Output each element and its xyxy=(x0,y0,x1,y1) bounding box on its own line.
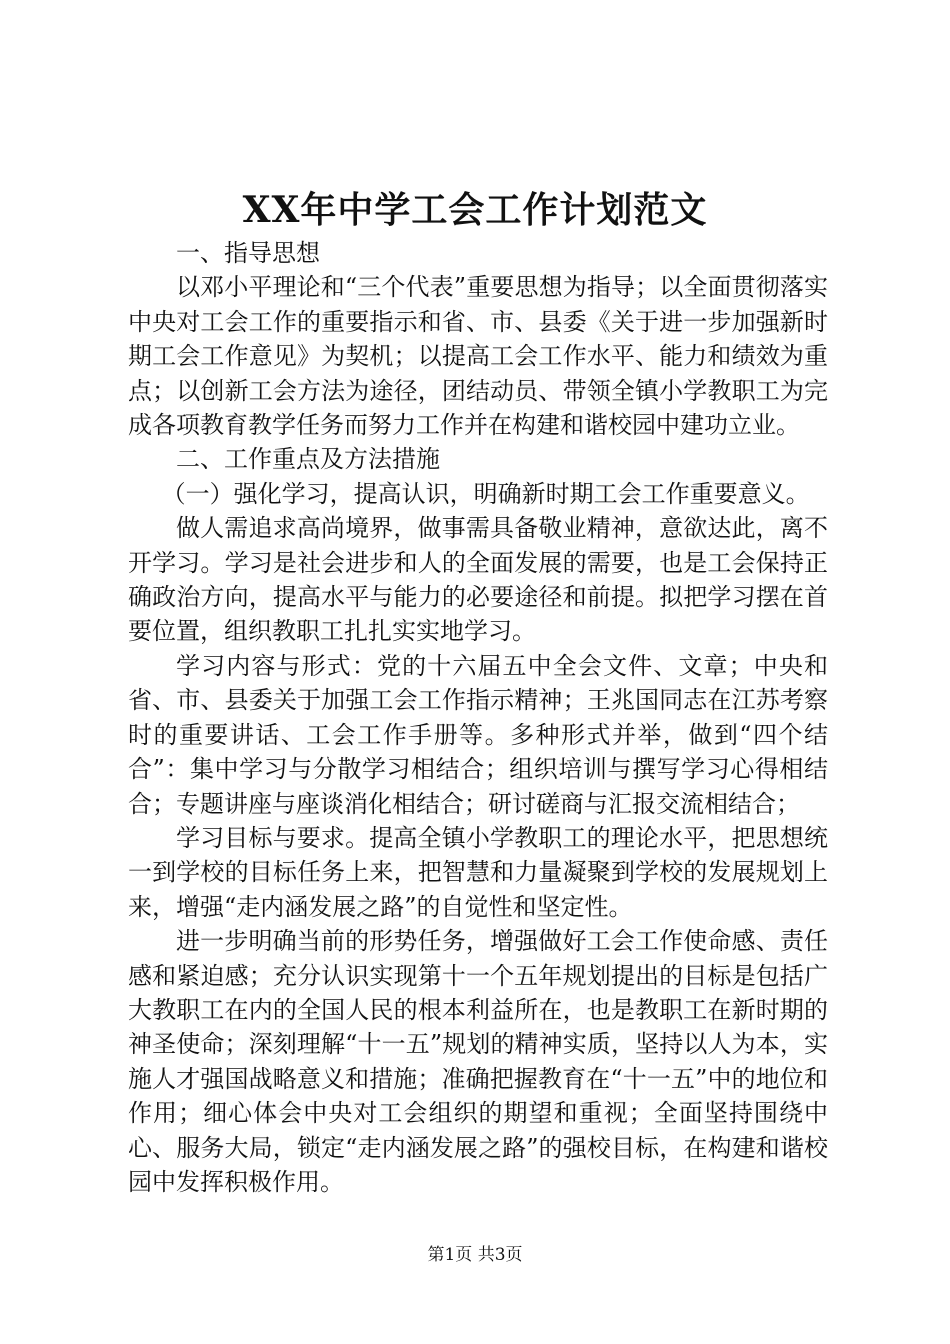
page-number-footer: 第1页 共3页 xyxy=(427,1245,523,1265)
section-heading-work-focus: 二、工作重点及方法措施 xyxy=(176,445,440,474)
paragraph-situation-tasks: 进一步明确当前的形势任务，增强做好工会工作使命感、责任感和紧迫感；充分认识实现第十一个五年规划提出的目标是包括广大教职工在内的全国人民的根本利益所在，也是教职工在新时期的神圣使命；深刻理解“十一五”规划的精神实质，坚持以人为本，实施人才强国战略意义和措施；准确把握教育在“十一五”中的地位和作用；细心体会中央对工会组织的期望和重视；全面坚持围绕中心、服务大局，锁定“走内涵发展之路”的强校目标，在构建和谐校园中发挥积极作用。 xyxy=(128,927,828,1196)
paragraph-study-importance: 做人需追求高尚境界，做事需具备敬业精神，意欲达此，离不开学习。学习是社会进步和人的全面发展的需要，也是工会保持正确政治方向，提高水平与能力的必要途径和前提。拟把学习摆在首要位置，组织教职工扎扎实实地学习。 xyxy=(128,514,828,646)
paragraph-study-goals: 学习目标与要求。提高全镇小学教职工的理论水平，把思想统一到学校的目标任务上来，把智慧和力量凝聚到学校的发展规划上来，增强“走内涵发展之路”的自觉性和坚定性。 xyxy=(128,823,828,921)
paragraph-guiding-ideology: 以邓小平理论和“三个代表”重要思想为指导；以全面贯彻落实中央对工会工作的重要指示和省、市、县委《关于进一步加强新时期工会工作意见》为契机；以提高工会工作水平、能力和绩效为重点；以创新工会方法为途径，团结动员、带领全镇小学教职工为完成各项教育教学任务而努力工作并在构建和谐校园中建功立业。 xyxy=(128,273,828,440)
section-heading-guiding-ideology: 一、指导思想 xyxy=(176,239,320,267)
document-title: XX年中学工会工作计划范文 xyxy=(242,189,708,231)
subsection-heading-strengthen-study: （一）强化学习，提高认识，明确新时期工会工作重要意义。 xyxy=(161,479,810,508)
document-body xyxy=(128,236,828,1199)
paragraph-study-content: 学习内容与形式：党的十六届五中全会文件、文章；中央和省、市、县委关于加强工会工作指示精神；王兆国同志在江苏考察时的重要讲话、工会工作手册等。多种形式并举，做到“四个结合”：集中学习与分散学习相结合；组织培训与撰写学习心得相结合；专题讲座与座谈消化相结合；研讨磋商与汇报交流相结合； xyxy=(128,651,828,818)
